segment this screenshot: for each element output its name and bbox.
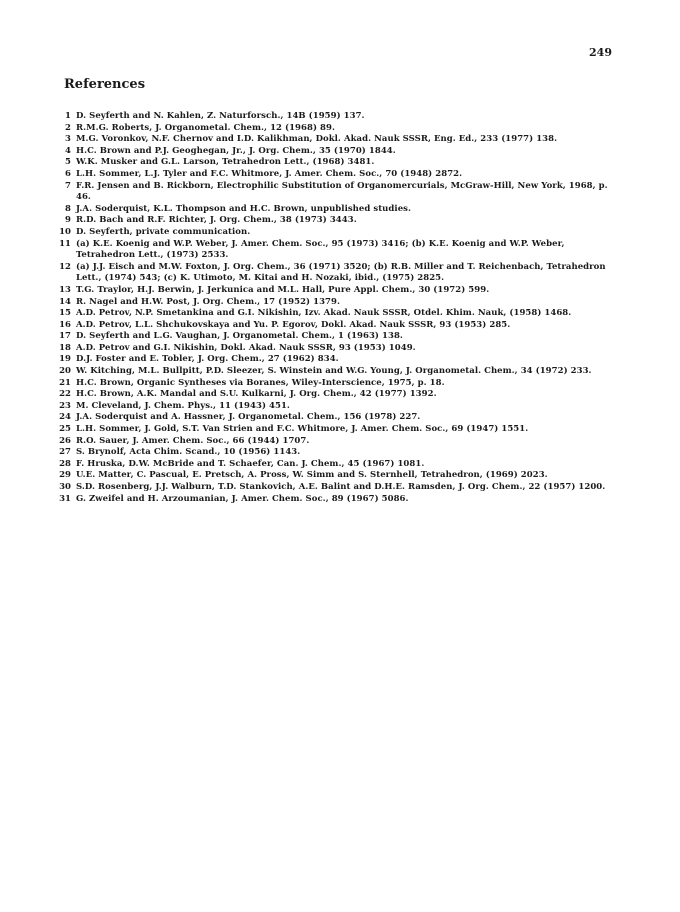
reference-number: 3 [65, 134, 71, 145]
reference-item [56, 157, 616, 169]
reference-number: 18 [59, 342, 71, 353]
reference-text: F. Hruska, D.W. McBride and T. Schaefer, Can. J. Chem., 45 (1967) 1081. [76, 458, 425, 469]
reference-number: 19 [59, 354, 71, 365]
reference-number: 12 [59, 261, 71, 272]
references-list [56, 111, 616, 505]
reference-number: 28 [59, 458, 71, 469]
reference-item [56, 111, 616, 123]
reference-text: A.D. Petrov, L.L. Shchukovskaya and Yu. P. Egorov, Dokl. Akad. Nauk SSSR, 93 (1953) 285. [76, 319, 511, 330]
reference-text: R.O. Sauer, J. Amer. Chem. Soc., 66 (1944) 1707. [76, 435, 310, 446]
reference-text: G. Zweifel and H. Arzoumanian, J. Amer. Chem. Soc., 89 (1967) 5086. [76, 493, 409, 504]
reference-number: 20 [59, 366, 71, 377]
reference-text: W. Kitching, M.L. Bullpitt, P.D. Sleezer, S. Winstein and W.G. Young, J. Organometal. Chem., 34 (1972) 233. [76, 366, 592, 377]
reference-text: M. Cleveland, J. Chem. Phys., 11 (1943) 451. [76, 400, 290, 411]
reference-item [56, 389, 616, 401]
reference-text: U.E. Matter, C. Pascual, E. Pretsch, A. Pross, W. Simm and S. Sternhell, Tetrahedron, (1969) 2023. [76, 470, 548, 481]
reference-item [56, 215, 616, 227]
reference-item [56, 401, 616, 413]
reference-number: 8 [65, 203, 71, 214]
reference-item [56, 134, 616, 146]
reference-text: R. Nagel and H.W. Post, J. Org. Chem., 17 (1952) 1379. [76, 296, 340, 307]
reference-item [56, 436, 616, 448]
reference-item [56, 424, 616, 436]
reference-number: 27 [59, 447, 71, 458]
reference-item [56, 308, 616, 320]
reference-text: H.C. Brown and P.J. Geoghegan, Jr., J. Org. Chem., 35 (1970) 1844. [76, 145, 396, 156]
reference-number: 30 [59, 482, 71, 492]
reference-item [56, 343, 616, 355]
reference-item [56, 239, 616, 262]
reference-number: 5 [65, 157, 71, 168]
reference-item [56, 412, 616, 424]
reference-number: 24 [59, 412, 71, 423]
reference-text: A.D. Petrov and G.I. Nikishin, Dokl. Akad. Nauk SSSR, 93 (1953) 1049. [76, 342, 416, 353]
reference-text: (a) K.E. Koenig and W.P. Weber, J. Amer. Chem. Soc., 95 (1973) 3416; (b) K.E. Koenig and W.P. Weber, Tetrahedron Lett., (1973) 2533. [76, 238, 565, 261]
reference-number: 31 [59, 493, 71, 504]
reference-item [56, 447, 616, 459]
reference-text: S. Brynolf, Acta Chim. Scand., 10 (1956) 1143. [76, 447, 301, 458]
reference-number: 11 [59, 238, 71, 249]
reference-item [56, 123, 616, 135]
reference-text: W.K. Musker and G.L. Larson, Tetrahedron Lett., (1968) 3481. [76, 157, 375, 168]
reference-number: 6 [65, 168, 71, 179]
reference-text: D. Seyferth and N. Kahlen, Z. Naturforsch., 14B (1959) 137. [76, 111, 365, 121]
reference-number: 16 [59, 319, 71, 330]
reference-item [56, 297, 616, 309]
reference-text: A.D. Petrov, N.P. Smetankina and G.I. Nikishin, Izv. Akad. Nauk SSSR, Otdel. Khim. Nauk, (1958) 1468. [76, 308, 572, 319]
reference-text: D.J. Foster and E. Tobler, J. Org. Chem., 27 (1962) 834. [76, 354, 339, 365]
reference-item [56, 227, 616, 239]
reference-item [56, 181, 616, 204]
page-number: 249 [589, 46, 612, 59]
reference-text: (a) J.J. Eisch and M.W. Foxton, J. Org. Chem., 36 (1971) 3520; (b) R.B. Miller and T. Reichenbach, Tetrahedron Lett., (1974) 543; (c) K. Utimoto, M. Kitai and H. Nozaki, ibid., (1975) 2825. [76, 261, 606, 284]
reference-number: 14 [59, 296, 71, 307]
reference-number: 26 [59, 435, 71, 446]
reference-item [56, 366, 616, 378]
reference-item [56, 378, 616, 390]
reference-text: D. Seyferth and L.G. Vaughan, J. Organometal. Chem., 1 (1963) 138. [76, 331, 403, 342]
reference-item [56, 285, 616, 297]
reference-number: 23 [59, 400, 71, 411]
reference-text: H.C. Brown, A.K. Mandal and S.U. Kulkarni, J. Org. Chem., 42 (1977) 1392. [76, 389, 437, 400]
reference-item [56, 494, 616, 506]
reference-number: 21 [59, 377, 71, 388]
reference-item [56, 354, 616, 366]
reference-item [56, 262, 616, 285]
reference-item [56, 204, 616, 216]
reference-item [56, 146, 616, 158]
reference-text: L.H. Sommer, J. Gold, S.T. Van Strien and F.C. Whitmore, J. Amer. Chem. Soc., 69 (1947) 1551. [76, 424, 529, 435]
reference-number: 10 [59, 226, 71, 237]
reference-number: 29 [59, 470, 71, 481]
reference-number: 4 [65, 145, 71, 156]
reference-number: 15 [59, 308, 71, 319]
reference-item [56, 470, 616, 482]
reference-text: T.G. Traylor, H.J. Berwin, J. Jerkunica and M.L. Hall, Pure Appl. Chem., 30 (1972) 599. [76, 284, 490, 295]
reference-number: 2 [65, 122, 71, 133]
reference-item [56, 320, 616, 332]
reference-text: H.C. Brown, Organic Syntheses via Boranes, Wiley-Interscience, 1975, p. 18. [76, 377, 445, 388]
reference-item [56, 331, 616, 343]
reference-text: R.D. Bach and R.F. Richter, J. Org. Chem., 38 (1973) 3443. [76, 215, 357, 226]
reference-text: D. Seyferth, private communication. [76, 226, 251, 237]
reference-number: 17 [59, 331, 71, 342]
reference-text: J.A. Soderquist and A. Hassner, J. Organometal. Chem., 156 (1978) 227. [76, 412, 421, 423]
reference-text: R.M.G. Roberts, J. Organometal. Chem., 12 (1968) 89. [76, 122, 335, 133]
reference-number: 1 [65, 111, 71, 121]
reference-number: 9 [65, 215, 71, 226]
reference-number: 22 [59, 389, 71, 400]
reference-text: F.R. Jensen and B. Rickborn, Electrophilic Substitution of Organomercurials, McGraw-Hill, New York, 1968, p. 46. [76, 180, 608, 203]
reference-text: S.D. Rosenberg, J.J. Walburn, T.D. Stankovich, A.E. Balint and D.H.E. Ramsden, J. Org. Chem., 22 (1957) 1200. [76, 482, 606, 492]
reference-item [56, 169, 616, 181]
reference-item [56, 482, 616, 494]
reference-text: J.A. Soderquist, K.L. Thompson and H.C. Brown, unpublished studies. [76, 203, 411, 214]
reference-item [56, 459, 616, 471]
references-heading: References [64, 77, 146, 92]
reference-text: M.G. Voronkov, N.F. Chernov and I.D. Kalikhman, Dokl. Akad. Nauk SSSR, Eng. Ed., 233 (1977) 138. [76, 134, 558, 145]
reference-number: 7 [65, 180, 71, 191]
reference-number: 13 [59, 284, 71, 295]
reference-text: L.H. Sommer, L.J. Tyler and F.C. Whitmore, J. Amer. Chem. Soc., 70 (1948) 2872. [76, 168, 463, 179]
reference-number: 25 [59, 424, 71, 435]
